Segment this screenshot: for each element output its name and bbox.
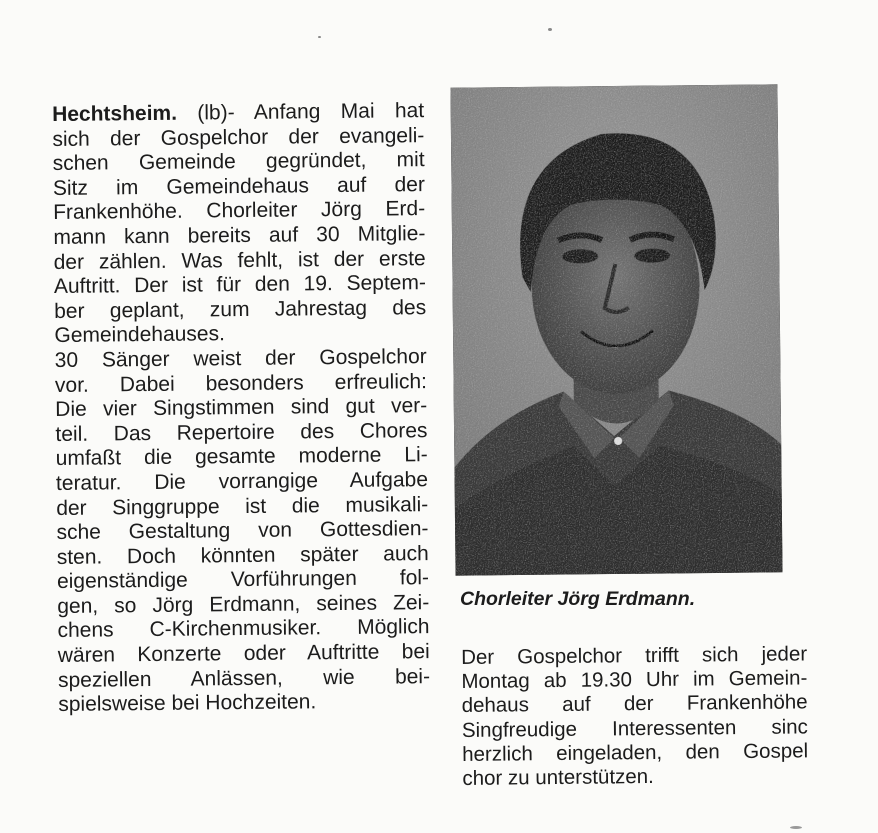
article-line: eigenständige Vorführungen fol- — [56, 566, 430, 594]
article-line: (lb)- Anfang Mai hat — [176, 99, 425, 125]
right-column-text — [461, 642, 809, 791]
article-line: gen, so Jörg Erdmann, seines Zei- — [57, 590, 430, 618]
right-column-line: herzlich eingeladen, den Gospel — [462, 739, 809, 766]
article-line: sten. Doch könnten später auch — [56, 541, 429, 569]
article-line: spielsweise bei Hochzeiten. — [58, 690, 317, 717]
article-line: sche Gestaltung von Gottesdien- — [56, 517, 429, 545]
article-line: schen Gemeinde gegründet, mit — [52, 148, 425, 176]
article-line: wären Konzerte oder Auftritte bei — [57, 640, 430, 668]
article-line: vor. Dabei besonders erfreulich: — [54, 369, 428, 397]
right-column-line: chor zu unterstützen. — [462, 765, 654, 791]
photo-caption: Chorleiter Jörg Erdmann. — [460, 588, 696, 610]
article-line: Die vier Singstimmen sind gut ver- — [55, 394, 428, 422]
portrait-photo — [450, 84, 782, 575]
right-column-line: Singfreudige Interessenten sinc — [461, 714, 808, 742]
article-line: speziellen Anlässen, wie bei- — [57, 664, 431, 692]
article-line: der Singgruppe ist die musikali- — [56, 492, 429, 520]
scan-speck — [318, 36, 321, 38]
article-line: Sitz im Gemeindehaus auf der — [52, 172, 425, 200]
portrait-image — [450, 84, 782, 575]
article-body — [52, 99, 430, 718]
scan-speck — [790, 826, 802, 829]
article-line: teratur. Die vorrangige Aufgabe — [55, 467, 429, 495]
article-line: chens C-Kirchenmusiker. Möglich — [57, 615, 430, 643]
scan-speck — [548, 28, 552, 31]
article-line: Frankenhöhe. Chorleiter Jörg Erd- — [53, 197, 426, 225]
article-dateline: Hechtsheim. — [52, 101, 178, 126]
article-line: 30 Sänger weist der Gospelchor — [54, 345, 427, 372]
article-line: der zählen. Was fehlt, ist der erste — [53, 246, 426, 274]
right-column-line: Montag ab 19.30 Uhr im Gemein- — [461, 666, 808, 694]
article-line: teil. Das Repertoire des Chores — [55, 418, 428, 446]
article-first-line — [52, 99, 424, 127]
article-line: ber geplant, zum Jahrestag des — [54, 295, 427, 323]
article-line: umfaßt die gesamte moderne Li- — [55, 443, 428, 471]
article-line: Gemeindehauses. — [54, 322, 226, 348]
right-column-line: dehaus auf der Frankenhöhe — [461, 690, 808, 718]
article-line: mann kann bereits auf 30 Mitglie- — [53, 222, 426, 249]
article-line: sich der Gospelchor der evangeli- — [52, 123, 425, 151]
right-column-line: Der Gospelchor trifft sich jeder — [461, 642, 808, 669]
article-line: Auftritt. Der ist für den 19. Septem- — [53, 271, 427, 299]
